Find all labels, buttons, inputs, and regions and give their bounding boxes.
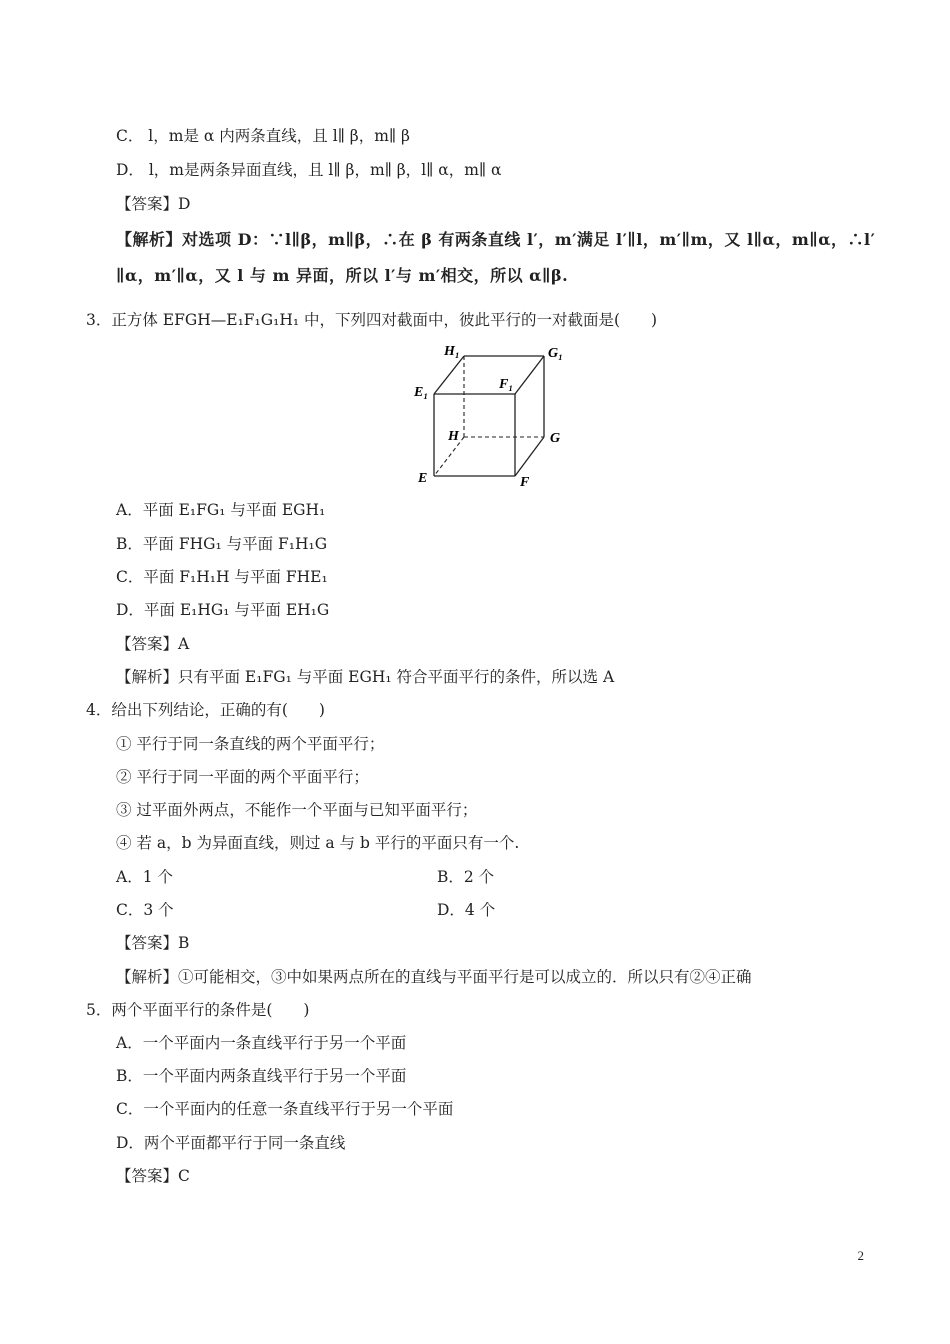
label-f1: F₁ — [499, 377, 514, 392]
q5-answer: 【答案】C — [116, 1167, 190, 1185]
label-h1: H₁ — [444, 344, 460, 359]
q5-option-d: D．两个平面都平行于同一条直线 — [116, 1134, 346, 1152]
cube-diagram — [400, 342, 580, 492]
q3-stem: 3．正方体 EFGH—E₁F₁G₁H₁ 中，下列四对截面中，彼此平行的一对截面是( ) — [86, 311, 658, 329]
edge-e1-h1 — [434, 356, 464, 394]
q3-option-c: C．平面 F₁H₁H 与平面 FHE₁ — [116, 568, 328, 586]
label-g1: G₁ — [548, 346, 563, 361]
q4-option-d: D．4 个 — [437, 901, 496, 919]
q3-option-a: A．平面 E₁FG₁ 与平面 EGH₁ — [116, 501, 326, 519]
q5-option-b: B．一个平面内两条直线平行于另一个平面 — [116, 1067, 407, 1085]
q2-option-c: C． l，m是 α 内两条直线，且 l∥ β，m∥ β — [116, 127, 410, 145]
label-f: F — [520, 475, 530, 490]
q4-stem: 4．给出下列结论，正确的有( ) — [86, 701, 325, 719]
q4-answer: 【答案】B — [116, 934, 190, 952]
edge-g-f — [515, 437, 544, 476]
q4-statement-2: ② 平行于同一平面的两个平面平行； — [116, 768, 369, 786]
q4-statement-3: ③ 过平面外两点，不能作一个平面与已知平面平行； — [116, 801, 478, 819]
q4-option-b: B．2 个 — [437, 868, 495, 886]
q4-option-c: C．3 个 — [116, 901, 174, 919]
q2-option-d: D． l，m是两条异面直线，且 l∥ β，m∥ β，l∥ α，m∥ α — [116, 161, 502, 179]
q5-option-c: C．一个平面内的任意一条直线平行于另一个平面 — [116, 1100, 454, 1118]
label-e: E — [418, 471, 428, 486]
q3-option-d: D．平面 E₁HG₁ 与平面 EH₁G — [116, 601, 330, 619]
q3-option-b: B．平面 FHG₁ 与平面 F₁H₁G — [116, 535, 328, 553]
q2-analysis-line1: 【解析】对选项 D：∵l∥β，m∥β，∴在 β 有两条直线 l′，m′满足 l′∥l，m′∥m，又 l∥α，m∥α，∴l′ — [116, 230, 876, 249]
q2-answer: 【答案】D — [116, 195, 191, 213]
label-e1: E₁ — [414, 385, 429, 400]
q4-analysis: 【解析】①可能相交，③中如果两点所在的直线与平面平行是可以成立的．所以只有②④正确 — [116, 968, 752, 986]
label-g: G — [550, 431, 561, 446]
q4-statement-4: ④ 若 a，b 为异面直线，则过 a 与 b 平行的平面只有一个. — [116, 834, 520, 852]
q3-analysis: 【解析】只有平面 E₁FG₁ 与平面 EGH₁ 符合平面平行的条件，所以选 A — [116, 668, 615, 686]
q3-answer: 【答案】A — [116, 635, 190, 653]
label-h: H — [448, 429, 459, 444]
q4-statement-1: ① 平行于同一条直线的两个平面平行； — [116, 735, 385, 753]
q5-option-a: A．一个平面内一条直线平行于另一个平面 — [116, 1034, 407, 1052]
page-number: 2 — [857, 1248, 864, 1263]
q4-option-a: A．1 个 — [116, 868, 173, 886]
q5-stem: 5．两个平面平行的条件是( ) — [86, 1001, 310, 1019]
edge-g1-f1 — [515, 356, 544, 394]
q2-analysis-line2: ∥α，m′∥α，又 l 与 m 异面，所以 l′与 m′相交，所以 α∥β. — [116, 266, 569, 285]
